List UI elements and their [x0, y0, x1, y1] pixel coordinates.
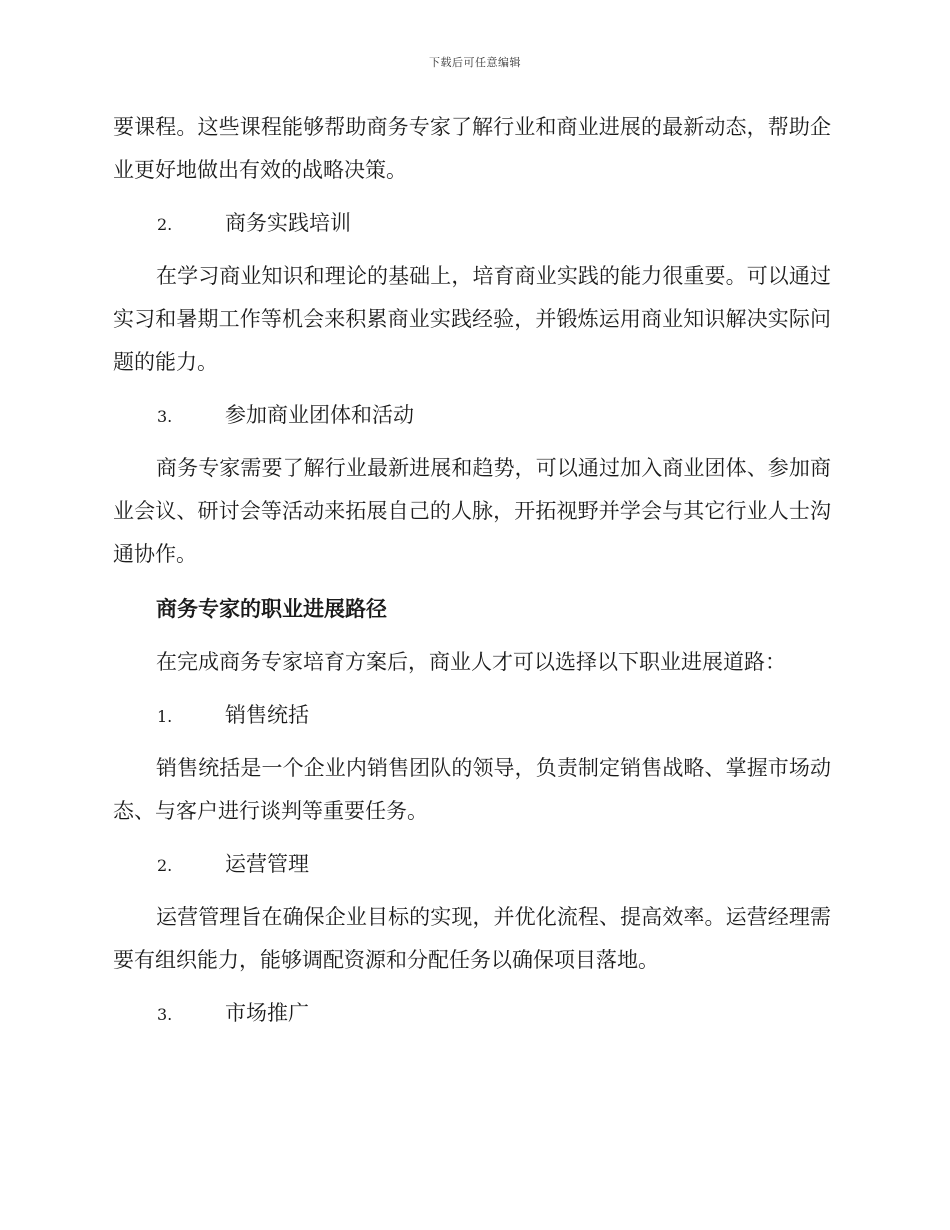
- list-number: 3.: [157, 1005, 173, 1024]
- paragraph: 销售统括是一个企业内销售团队的领导，负责制定销售战略、掌握市场动态、与客户进行谈判等重要任务。: [113, 756, 831, 823]
- section-heading: 商务专家的职业进展路径: [156, 597, 387, 621]
- list-item: [113, 843, 831, 886]
- list-item-label: 商务实践培训: [225, 211, 351, 235]
- paragraph: 运营管理旨在确保企业目标的实现，并优化流程、提高效率。运营经理需要有组织能力，能够调配资源和分配任务以确保项目落地。: [113, 905, 831, 972]
- list-item: [113, 694, 831, 737]
- page-header: 下载后可任意编辑: [429, 56, 521, 69]
- list-item-label: 运营管理: [225, 852, 309, 876]
- list-number: 2.: [157, 856, 173, 875]
- paragraph: 商务专家需要了解行业最新进展和趋势，可以通过加入商业团体、参加商业会议、研讨会等活动来拓展自己的人脉，开拓视野并学会与其它行业人士沟通协作。: [113, 456, 831, 566]
- paragraph: 在学习商业知识和理论的基础上，培育商业实践的能力很重要。可以通过实习和暑期工作等机会来积累商业实践经验，并锻炼运用商业知识解决实际问题的能力。: [113, 264, 831, 374]
- list-item: [113, 992, 831, 1035]
- list-number: 3.: [157, 407, 173, 426]
- list-item-label: 销售统括: [225, 703, 309, 727]
- paragraph: 要课程。这些课程能够帮助商务专家了解行业和商业进展的最新动态，帮助企业更好地做出有效的战略决策。: [113, 115, 831, 182]
- list-item: [113, 394, 831, 437]
- list-item: [113, 202, 831, 245]
- document-body: [113, 106, 831, 1045]
- list-number: 1.: [157, 707, 173, 726]
- list-item-label: 市场推广: [225, 1001, 309, 1025]
- paragraph: 在完成商务专家培育方案后，商业人才可以选择以下职业进展道路：: [156, 650, 786, 674]
- list-number: 2.: [157, 215, 173, 234]
- list-item-label: 参加商业团体和活动: [225, 403, 414, 427]
